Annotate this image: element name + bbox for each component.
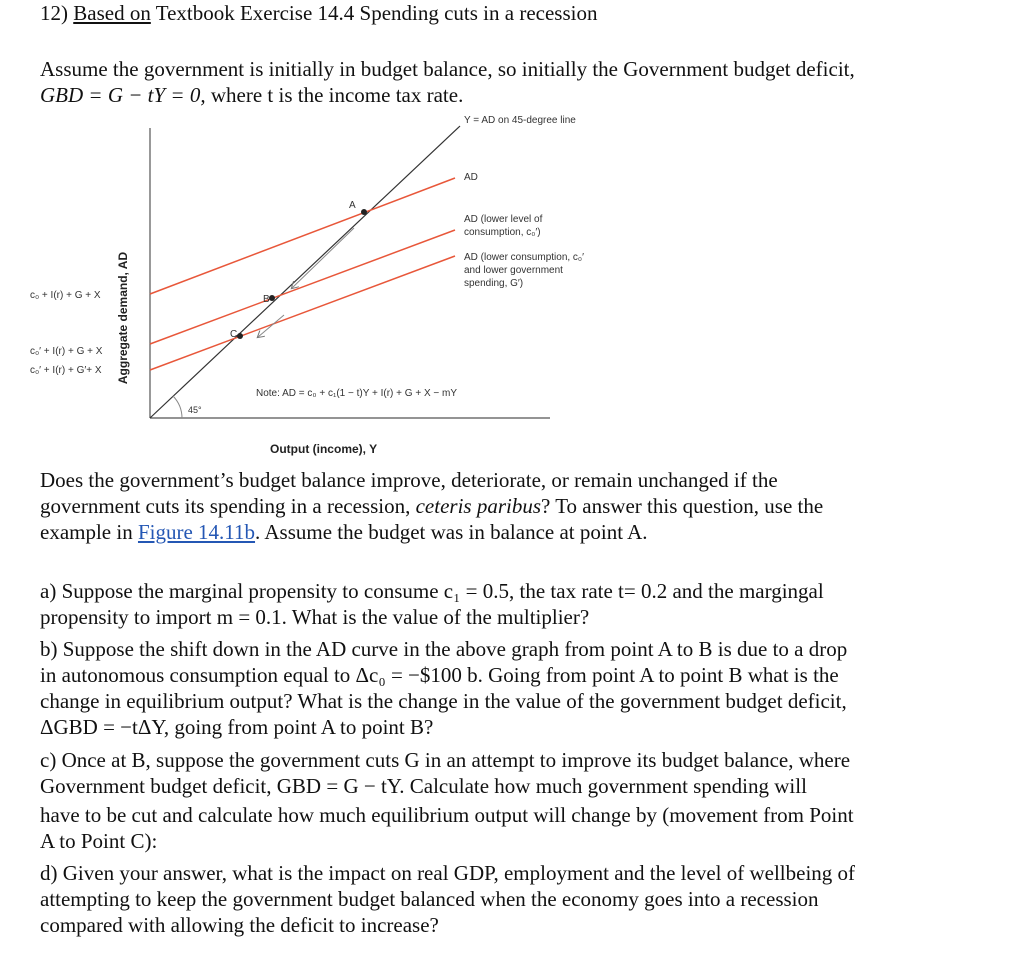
figure-note: Note: AD = c₀ + c₁(1 − t)Y + I(r) + G + X − mY — [256, 388, 458, 399]
part-a-line-2: propensity to import m = 0.1. What is the value of the multiplier? — [40, 605, 590, 629]
intercept-label-1: c₀ + I(r) + G + X — [30, 290, 101, 301]
point-b-label: B — [263, 294, 270, 305]
part-c-line-1: c) Once at B, suppose the government cuts G in an attempt to improve its budget balance, where — [40, 748, 851, 772]
figure-link[interactable]: Figure 14.11b — [137, 520, 256, 544]
point-c — [237, 333, 243, 339]
question-line-2 — [40, 493, 1000, 519]
ad-lower-spending-label-3: spending, G′) — [464, 278, 524, 289]
question-line-3 — [40, 519, 1000, 545]
part-d-line-1: d) Given your answer, what is the impact on real GDP, employment and the level of wellbeing of — [40, 861, 856, 885]
ceteris-paribus: ceteris paribus — [415, 494, 541, 518]
ad-figure — [0, 108, 620, 458]
question-line-2-a: government cuts its spending in a recession, — [40, 494, 416, 518]
exercise-number: 12) — [40, 1, 68, 25]
part-b-line-3: change in equilibrium output? What is the change in the value of the government budget deficit, — [40, 689, 847, 713]
ad-line-lower-spending — [150, 256, 455, 370]
y-axis-label: Aggregate demand, AD — [116, 251, 130, 385]
angle-arc — [173, 396, 182, 418]
ad-lower-spending-label-2: and lower government — [464, 265, 563, 276]
intercept-label-3: c₀′ + I(r) + G′+ X — [30, 365, 102, 376]
ad-line-lower-consumption — [150, 230, 455, 344]
question-line-1: Does the government’s budget balance improve, deteriorate, or remain unchanged if the — [40, 468, 778, 492]
ad-lower-consumption-label-1: AD (lower level of — [464, 214, 543, 225]
exercise-title — [40, 0, 597, 26]
intercept-label-2: c₀′ + I(r) + G + X — [30, 346, 103, 357]
title-rest: Textbook Exercise 14.4 Spending cuts in a recession — [155, 1, 598, 25]
angle-label: 45° — [188, 405, 202, 415]
part-c-line-2: Government budget deficit, GBD = G − tY. Calculate how much government spending will — [40, 774, 807, 798]
line-45-label: Y = AD on 45-degree line — [464, 115, 576, 126]
part-b-line-2: in autonomous consumption equal to Δc₀ = −$100 b. Going from point A to point B what is the — [40, 663, 839, 687]
intro-line-2 — [40, 82, 1000, 108]
intro-line-1: Assume the government is initially in budget balance, so initially the Government budget deficit, — [40, 57, 855, 81]
intro-text: where t is the income tax rate. — [205, 83, 464, 107]
point-a-label: A — [349, 200, 356, 211]
intro-math: GBD = G − tY = 0, — [40, 83, 206, 107]
question-line-3-b: . Assume the budget was in balance at point A. — [255, 520, 648, 544]
question-line-3-a: example in — [40, 520, 138, 544]
title-underlined: Based on — [73, 1, 151, 25]
arrow-b-to-c — [258, 315, 284, 337]
ad-label: AD — [464, 172, 478, 183]
part-d-line-2: attempting to keep the government budget balanced when the economy goes into a recession — [40, 887, 819, 911]
part-b-line-1: b) Suppose the shift down in the AD curve in the above graph from point A to B is due to a drop — [40, 637, 848, 661]
part-c-line-4: A to Point C): — [40, 829, 158, 853]
point-c-label: C — [230, 329, 238, 340]
question-line-2-b: ? To answer this question, use the — [541, 494, 824, 518]
part-a-line-1: a) Suppose the marginal propensity to consume c₁ = 0.5, the tax rate t= 0.2 and the margingal — [40, 579, 824, 603]
point-b — [269, 295, 275, 301]
part-c-line-3: have to be cut and calculate how much equilibrium output will change by (movement from Point — [40, 803, 854, 827]
point-a — [361, 209, 367, 215]
ad-line-initial — [150, 178, 455, 294]
ad-lower-consumption-label-2: consumption, c₀′) — [464, 227, 541, 238]
part-d-line-3: compared with allowing the deficit to increase? — [40, 913, 439, 937]
x-axis-label: Output (income), Y — [270, 442, 378, 456]
part-b-line-4: ΔGBD = −tΔY, going from point A to point B? — [40, 715, 434, 739]
ad-lower-spending-label-1: AD (lower consumption, c₀′ — [464, 252, 584, 263]
